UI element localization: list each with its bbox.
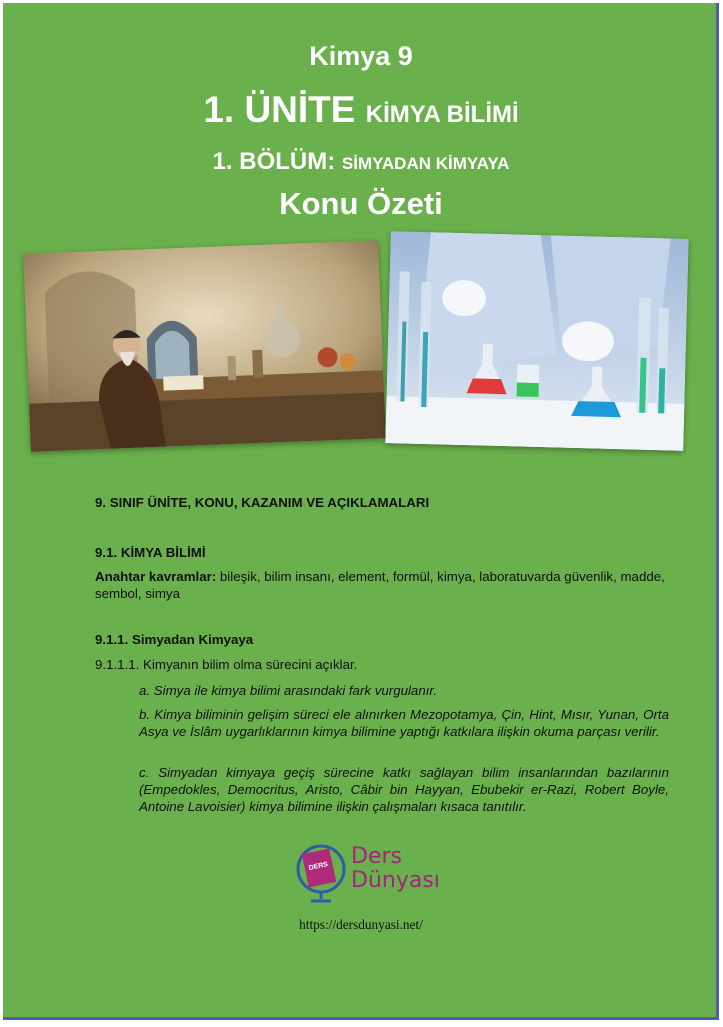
unit-name: KİMYA BİLİMİ — [365, 101, 519, 128]
section-name: SİMYADAN KİMYAYA — [341, 154, 510, 173]
unit-title — [3, 89, 719, 131]
globe-book-icon — [293, 841, 353, 905]
chemistry-subheading: 9.1. KİMYA BİLİMİ — [95, 545, 206, 560]
objective-text: 9.1.1.1. Kimyanın bilim olma sürecini açıklar. — [95, 657, 358, 672]
unit-number: 1. ÜNİTE — [203, 89, 356, 130]
explanation-item-a: a. Simya ile kimya bilimi arasındaki fark vurgulanır. — [139, 683, 438, 698]
keywords-list: bileşik, bilim insanı, element, formül, kimya, laboratuvarda güvenlik, madde, sembol, simya — [95, 569, 665, 601]
website-link[interactable]: https://dersdunyasi.net/ — [299, 917, 423, 932]
laboratory-photo-image — [385, 231, 688, 451]
logo-line1: Ders — [351, 844, 402, 869]
topic-heading: 9.1.1. Simyadan Kimyaya — [95, 632, 254, 647]
course-title: Kimya 9 — [309, 41, 413, 71]
explanation-item-b: b. Kimya biliminin gelişim süreci ele alınırken Mezopotamya, Çin, Hint, Mısır, Yunan, Orta Asya ve İslâm uygarlıklarının kimya bilimine yaptığı katkılara ilişkin okuma parçası verilir. — [139, 707, 669, 739]
ders-dunyasi-logo — [293, 841, 443, 905]
logo-line2: Dünyası — [351, 868, 440, 893]
logo-book-label: DERS — [308, 861, 329, 873]
explanation-item-c: c. Simyadan kimyaya geçiş sürecine katkı sağlayan bilim insanlarından bazılarının (Empedokles, Democritus, Aristo, Câbir bin Hayyan, Ebubekir er-Razi, Robert Boyle, Antoine Lavoisier) kimya bilimine ilişkin çalışmaları kısaca tanıtılır. — [139, 765, 669, 814]
standards-heading: 9. SINIF ÜNİTE, KONU, KAZANIM VE AÇIKLAMALARI — [95, 495, 430, 510]
keywords-label: Anahtar kavramlar: — [95, 569, 217, 584]
keywords-paragraph — [95, 568, 669, 602]
alchemist-painting-image — [23, 240, 385, 451]
document-page — [3, 3, 719, 1020]
section-title — [3, 148, 719, 176]
section-number: 1. BÖLÜM: — [212, 148, 336, 175]
logo-text — [351, 845, 440, 893]
summary-title: Konu Özeti — [279, 186, 443, 221]
